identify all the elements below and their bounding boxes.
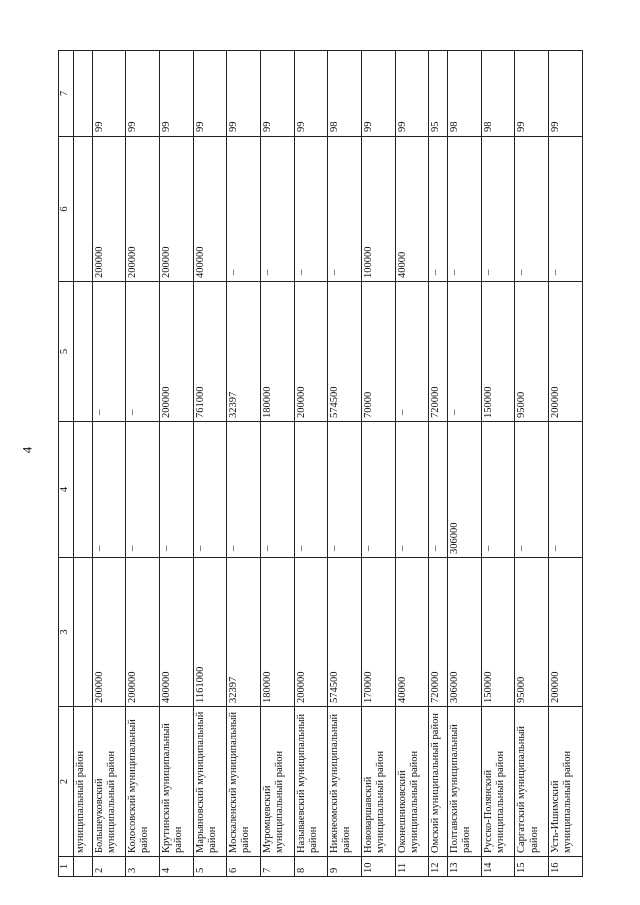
value-cell-3: 400000 xyxy=(160,558,194,707)
column-header: 1 xyxy=(59,857,74,877)
table-row xyxy=(362,51,396,877)
value-cell-3: 40000 xyxy=(395,558,429,707)
value-cell-6: – xyxy=(227,137,261,282)
value-cell-7 xyxy=(74,51,93,137)
value-cell-4 xyxy=(74,422,93,558)
district-name-cell: Оконешниковский муниципальный район xyxy=(395,707,429,857)
column-header: 7 xyxy=(59,51,74,137)
district-name-cell: Большеуковский муниципальный район xyxy=(92,707,126,857)
value-cell-5: – xyxy=(395,282,429,422)
row-number-cell: 10 xyxy=(362,857,396,877)
value-cell-4: – xyxy=(515,422,549,558)
value-cell-7: 99 xyxy=(515,51,549,137)
value-cell-5: 95000 xyxy=(515,282,549,422)
value-cell-5: 200000 xyxy=(549,282,583,422)
value-cell-5: 32397 xyxy=(227,282,261,422)
value-cell-6: – xyxy=(294,137,328,282)
value-cell-4: – xyxy=(193,422,227,558)
value-cell-6: 100000 xyxy=(362,137,396,282)
value-cell-5: – xyxy=(126,282,160,422)
table-row xyxy=(448,51,482,877)
column-header: 3 xyxy=(59,558,74,707)
district-name-cell: Усть-Ишимский муниципальный район xyxy=(549,707,583,857)
value-cell-6 xyxy=(74,137,93,282)
value-cell-6: – xyxy=(429,137,448,282)
value-cell-3: 200000 xyxy=(549,558,583,707)
value-cell-4: – xyxy=(362,422,396,558)
value-cell-7: 99 xyxy=(261,51,295,137)
value-cell-6: 200000 xyxy=(92,137,126,282)
rotated-table-container xyxy=(58,51,583,877)
district-name-cell: Нововаршавский муниципальный район xyxy=(362,707,396,857)
value-cell-3: 720000 xyxy=(429,558,448,707)
value-cell-4: – xyxy=(429,422,448,558)
value-cell-6: – xyxy=(549,137,583,282)
value-cell-7: 99 xyxy=(549,51,583,137)
value-cell-5: 720000 xyxy=(429,282,448,422)
row-number-cell: 13 xyxy=(448,857,482,877)
value-cell-4: – xyxy=(294,422,328,558)
value-cell-4: – xyxy=(126,422,160,558)
table-row xyxy=(515,51,549,877)
value-cell-5: – xyxy=(92,282,126,422)
value-cell-4: – xyxy=(328,422,362,558)
table-row xyxy=(227,51,261,877)
district-name-cell: Русско-Полянский муниципальный район xyxy=(481,707,515,857)
value-cell-6: 200000 xyxy=(126,137,160,282)
page-number: 4 xyxy=(19,446,35,454)
value-cell-7: 99 xyxy=(92,51,126,137)
value-cell-5: 150000 xyxy=(481,282,515,422)
value-cell-4: – xyxy=(395,422,429,558)
district-name-cell: Москаленский муниципальный район xyxy=(227,707,261,857)
value-cell-7: 98 xyxy=(481,51,515,137)
value-cell-7: 98 xyxy=(448,51,482,137)
value-cell-5: 70000 xyxy=(362,282,396,422)
value-cell-7: 99 xyxy=(126,51,160,137)
value-cell-3: 1161000 xyxy=(193,558,227,707)
district-name-cell: Нижнеомский муниципальный район xyxy=(328,707,362,857)
value-cell-4: – xyxy=(160,422,194,558)
column-header: 2 xyxy=(59,707,74,857)
value-cell-4: – xyxy=(92,422,126,558)
value-cell-3 xyxy=(74,558,93,707)
value-cell-7: 99 xyxy=(294,51,328,137)
value-cell-3: 150000 xyxy=(481,558,515,707)
row-number-cell: 15 xyxy=(515,857,549,877)
row-number-cell: 3 xyxy=(126,857,160,877)
value-cell-3: 95000 xyxy=(515,558,549,707)
table-row xyxy=(261,51,295,877)
value-cell-5: 180000 xyxy=(261,282,295,422)
value-cell-7: 99 xyxy=(193,51,227,137)
district-name-cell: Полтавский муниципальный район xyxy=(448,707,482,857)
row-number-cell: 16 xyxy=(549,857,583,877)
table-row xyxy=(92,51,126,877)
district-name-cell: Муромцевский муниципальный район xyxy=(261,707,295,857)
table-row xyxy=(193,51,227,877)
district-name-cell: Крутинский муниципальный район xyxy=(160,707,194,857)
row-number-cell: 4 xyxy=(160,857,194,877)
value-cell-3: 170000 xyxy=(362,558,396,707)
row-number-cell xyxy=(74,857,93,877)
row-number-cell: 11 xyxy=(395,857,429,877)
value-cell-4: – xyxy=(261,422,295,558)
value-cell-4: – xyxy=(227,422,261,558)
row-number-cell: 12 xyxy=(429,857,448,877)
row-number-cell: 14 xyxy=(481,857,515,877)
table-row xyxy=(74,51,93,877)
row-number-cell: 2 xyxy=(92,857,126,877)
district-name-cell: Марьяновский муниципальный район xyxy=(193,707,227,857)
value-cell-7: 99 xyxy=(160,51,194,137)
row-number-cell: 5 xyxy=(193,857,227,877)
value-cell-6: 200000 xyxy=(160,137,194,282)
value-cell-4: – xyxy=(549,422,583,558)
table-row xyxy=(126,51,160,877)
value-cell-3: 200000 xyxy=(294,558,328,707)
district-name-cell: Саргатский муниципальный район xyxy=(515,707,549,857)
row-number-cell: 7 xyxy=(261,857,295,877)
value-cell-7: 98 xyxy=(328,51,362,137)
value-cell-5: 200000 xyxy=(294,282,328,422)
row-number-cell: 6 xyxy=(227,857,261,877)
value-cell-3: 32397 xyxy=(227,558,261,707)
value-cell-5: – xyxy=(448,282,482,422)
value-cell-7: 95 xyxy=(429,51,448,137)
value-cell-3: 180000 xyxy=(261,558,295,707)
table-row xyxy=(328,51,362,877)
value-cell-5: 200000 xyxy=(160,282,194,422)
value-cell-3: 306000 xyxy=(448,558,482,707)
value-cell-3: 200000 xyxy=(126,558,160,707)
value-cell-5: 761000 xyxy=(193,282,227,422)
table-row xyxy=(294,51,328,877)
table-row xyxy=(481,51,515,877)
value-cell-6: – xyxy=(261,137,295,282)
district-name-cell: Омский муниципальный район xyxy=(429,707,448,857)
value-cell-6: – xyxy=(448,137,482,282)
column-header: 6 xyxy=(59,137,74,282)
district-name-cell: Называевский муниципальный район xyxy=(294,707,328,857)
district-name-cell: муниципальный район xyxy=(74,707,93,857)
table-row xyxy=(549,51,583,877)
value-cell-7: 99 xyxy=(395,51,429,137)
table-row xyxy=(395,51,429,877)
value-cell-4: – xyxy=(481,422,515,558)
value-cell-6: – xyxy=(481,137,515,282)
value-cell-3: 574500 xyxy=(328,558,362,707)
data-table xyxy=(58,50,583,877)
value-cell-5: 574500 xyxy=(328,282,362,422)
value-cell-7: 99 xyxy=(227,51,261,137)
table-header-row xyxy=(59,51,74,877)
value-cell-6: – xyxy=(328,137,362,282)
value-cell-7: 99 xyxy=(362,51,396,137)
value-cell-6: 400000 xyxy=(193,137,227,282)
value-cell-4: 306000 xyxy=(448,422,482,558)
column-header: 5 xyxy=(59,282,74,422)
table-row xyxy=(160,51,194,877)
value-cell-3: 200000 xyxy=(92,558,126,707)
column-header: 4 xyxy=(59,422,74,558)
value-cell-5 xyxy=(74,282,93,422)
row-number-cell: 8 xyxy=(294,857,328,877)
row-number-cell: 9 xyxy=(328,857,362,877)
value-cell-6: 40000 xyxy=(395,137,429,282)
table-row xyxy=(429,51,448,877)
district-name-cell: Колосовский муниципальный район xyxy=(126,707,160,857)
value-cell-6: – xyxy=(515,137,549,282)
